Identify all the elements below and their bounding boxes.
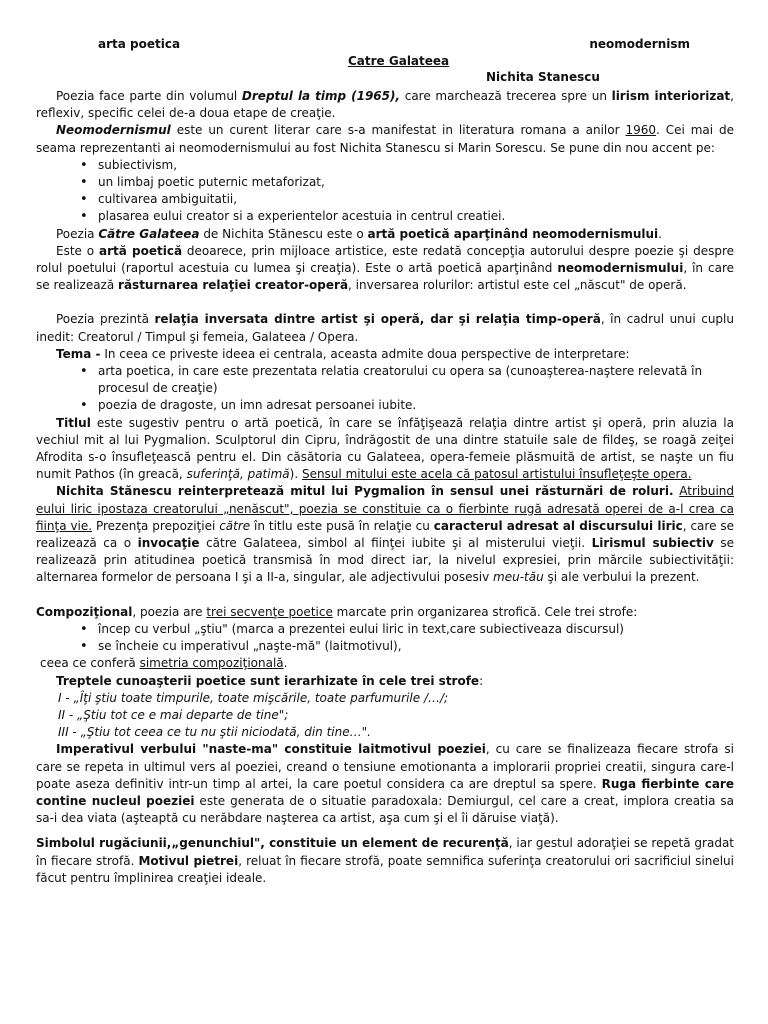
text-run: relaţia inversata dintre artist şi operă, dar şi relaţia timp-operă	[154, 312, 601, 327]
paragraph-relation	[36, 311, 734, 345]
text-run: Imperativul verbului "naste-ma" constituie laitmotivul poeziei	[56, 742, 486, 757]
text-run: .	[283, 656, 288, 671]
text-run: simetria compoziţională	[139, 656, 284, 671]
steps-quotes	[36, 690, 734, 742]
text-run: Compoziţional	[36, 604, 133, 619]
text-run: In ceea ce priveste ideea ei centrala, aceasta admite doua perspective de interpretare:	[100, 346, 630, 361]
paragraph-reinterpretation	[36, 483, 734, 586]
neomodernism-features-list	[36, 157, 734, 226]
text-run: Dreptul la timp (1965),	[241, 89, 401, 103]
text-run: . Cei mai de seama reprezentanti ai neomodernismului au fost Nichita Stanescu si Marin Sorescu. Se pune din nou accent pe:	[36, 123, 734, 155]
list-item: • arta poetica, in care este prezentata relatia creatorului cu opera sa (cunoaşterea-naştere relevată în procesul de creaţie)	[76, 363, 734, 397]
text-run: .	[658, 226, 662, 241]
text-run: se realizează prin atitudinea poetică transmisă în mod direct iar, la nivelul expresiei, prin mărcile subiectivităţii: alternarea formelor de persoana I şi a II-a, singular, ale adjectivului posesiv	[36, 536, 735, 585]
quote-line: II - „Ştiu tot ce e mai departe de tine";	[58, 707, 289, 722]
quote-line: III - „Ştiu tot ceea ce tu nu ştii niciodată, din tine…".	[58, 725, 371, 740]
text-run: Treptele cunoaşterii poetice sunt ierarhizate în cele trei strofe	[56, 673, 480, 688]
text-run: neomodernismului	[557, 261, 684, 276]
text-run: către Galateea, simbol al fiinţei iubite şi al misterului vieţii.	[199, 536, 592, 551]
text-run: lirism interiorizat	[611, 89, 731, 103]
text-run: răsturnarea relaţiei creator-operă	[118, 278, 349, 293]
text-run: , reflexiv, specific celei de-a doua etape de creaţie.	[36, 89, 734, 121]
document-header	[36, 36, 734, 88]
text-run: este generata de o situatie paradoxala: Demiurgul, cel care a creat, implora creatia sa sa-i dea viata (aşteaptă cu nerăbdare naşterea ca artist, aşa cum şi el îi dăruise viaţă).	[36, 793, 734, 826]
text-run: , care se realizează ca o	[36, 518, 734, 551]
text-run: , poezia are	[132, 604, 207, 619]
text-run: este un curent literar care s-a manifestat in literatura romana a anilor	[170, 123, 626, 138]
list-item: • încep cu verbul „ştiu" (marca a prezentei eului liric in text,care subiectiveaza discursul)	[76, 621, 734, 638]
paragraph-symmetry	[36, 655, 734, 672]
paragraph-title	[36, 415, 734, 484]
text-run: , cu care se finalizeaza fiecare strofa si care se repeta in ultimul vers al poeziei, creand o tensiune emotionanta a implorarii propriei creatii, singura care-l poate aseza definitiv intr-un timp al artei, la care poetul considera ca are dreptul sa spere.	[36, 742, 734, 791]
list-item: • se încheie cu imperativul „naşte-mă" (laitmotivul),	[76, 638, 734, 655]
text-run: Poezia prezintă	[56, 312, 155, 327]
text-run: , reluat în fiecare strofă, poate semnifica suferinţa creatorului ori sacrificiul sinelui făcut pentru împlinirea creaţiei ideale.	[36, 853, 734, 885]
text-run: artă poetică	[98, 243, 183, 258]
text-run: către	[219, 518, 251, 533]
text-run: Atribuind eului liric ipostaza creatorului „nenăscut", poezia se constituie ca o fierbinte rugă adresată operei de a-l crea ca fiinţa vie.	[36, 484, 734, 533]
paragraph-intro	[36, 88, 734, 122]
interpretations-list	[36, 363, 734, 415]
text-run: Prezenţa prepoziţiei	[92, 518, 220, 533]
paragraph-composition	[36, 604, 734, 621]
text-run: trei secvenţe poetice	[206, 604, 333, 619]
text-run: de Nichita Stănescu este o	[199, 226, 368, 241]
text-run: Ruga fierbinte care contine nucleul poeziei	[36, 776, 734, 808]
text-run: , inversarea rolurilor: artistul este cel „născut" de operă.	[348, 278, 687, 293]
text-run: , iar gestul adoraţiei se repetă gradat în fiecare strofă.	[36, 836, 735, 868]
paragraph-symbols	[36, 835, 734, 887]
list-item: • plasarea eului creator si a experientelor acestuia in centrul creatiei.	[76, 208, 734, 225]
paragraph-ars-poetica	[36, 226, 734, 243]
text-run: care marchează trecerea spre un	[400, 89, 612, 103]
text-run: invocaţie	[137, 536, 200, 551]
text-run: marcate prin organizarea strofică. Cele trei strofe:	[332, 604, 638, 619]
text-run: 1960	[625, 123, 656, 138]
text-run: deoarece, prin mijloace artistice, este redată concepţia autorului despre poezie şi despre rolul poetului (raportul acestuia cu lumea şi creaţia). Este o artă poetică aparţinând	[36, 243, 735, 276]
text-run: Tema -	[56, 346, 101, 361]
list-item: • subiectivism,	[76, 157, 734, 174]
poem-title: Catre Galateea	[348, 54, 450, 68]
text-run: meu-tău	[493, 570, 544, 585]
text-run: ).	[289, 467, 302, 482]
text-run: Lirismul subiectiv	[591, 536, 714, 551]
text-run: Titlul	[56, 415, 91, 430]
text-run: şi ale verbului la prezent.	[543, 570, 700, 585]
text-run: ceea ce conferă	[40, 656, 140, 671]
text-run: Nichita Stănescu reinterpretează mitul lui Pygmalion în sensul unei răsturnări de roluri.	[56, 484, 674, 499]
header-genre: arta poetica	[98, 37, 181, 51]
list-item: • un limbaj poetic puternic metaforizat,	[76, 174, 734, 191]
text-run: este sugestiv pentru o artă poetică, în care se înfăţişează relaţia dintre artist şi operă, prin aluzia la vechiul mit al lui Pygmalion. Sculptorul din Cipru, îndrăgostit de una dintre statuile sale de fildeş, se roagă zeiţei Afrodita s-o însufleţească pentru el. Din căsătoria cu Galateea, opera-femeie plăsmuită de artist, se naşte un fiu numit Pathos (în greacă,	[36, 415, 734, 482]
text-run: , în cadrul unui cuplu inedit: Creatorul / Timpul şi femeia, Galateea / Opera.	[36, 312, 734, 344]
paragraph-imperative	[36, 741, 734, 827]
paragraph-definition	[36, 243, 734, 295]
text-run: Sensul mitului este acela că patosul artistului însufleţeşte opera.	[301, 467, 692, 482]
list-item: • cultivarea ambiguitatii,	[76, 191, 734, 208]
text-run: Neomodernismul	[56, 123, 171, 138]
quote-line: I - „Îţi ştiu toate timpurile, toate mişcările, toate parfumurile /…/;	[58, 690, 449, 705]
text-run: Către Galateea	[98, 226, 200, 241]
paragraph-neomodernism	[36, 122, 734, 156]
text-run: Simbolul rugăciunii,„genunchiul", constituie un element de recurenţă	[36, 836, 509, 851]
text-run: în titlu este pusă în relaţie cu	[250, 518, 434, 533]
text-run: Poezia	[56, 226, 99, 241]
stanzas-list	[36, 621, 734, 655]
text-run: :	[479, 673, 484, 688]
list-item: • poezia de dragoste, un imn adresat persoanei iubite.	[76, 397, 734, 414]
text-run: caracterul adresat al discursului liric	[433, 518, 683, 533]
poem-author: Nichita Stanescu	[486, 70, 600, 84]
paragraph-steps	[36, 673, 734, 690]
text-run: , în care se realizează	[36, 261, 735, 293]
text-run: Este o	[56, 243, 99, 258]
text-run: Motivul pietrei	[138, 853, 239, 868]
text-run: artă poetică aparţinând neomodernismului	[367, 226, 659, 241]
text-run: suferinţă, patimă	[186, 467, 290, 482]
text-run: Poezia face parte din volumul	[56, 89, 242, 103]
document-page	[36, 36, 734, 887]
paragraph-theme	[36, 346, 734, 363]
header-movement: neomodernism	[589, 37, 690, 51]
